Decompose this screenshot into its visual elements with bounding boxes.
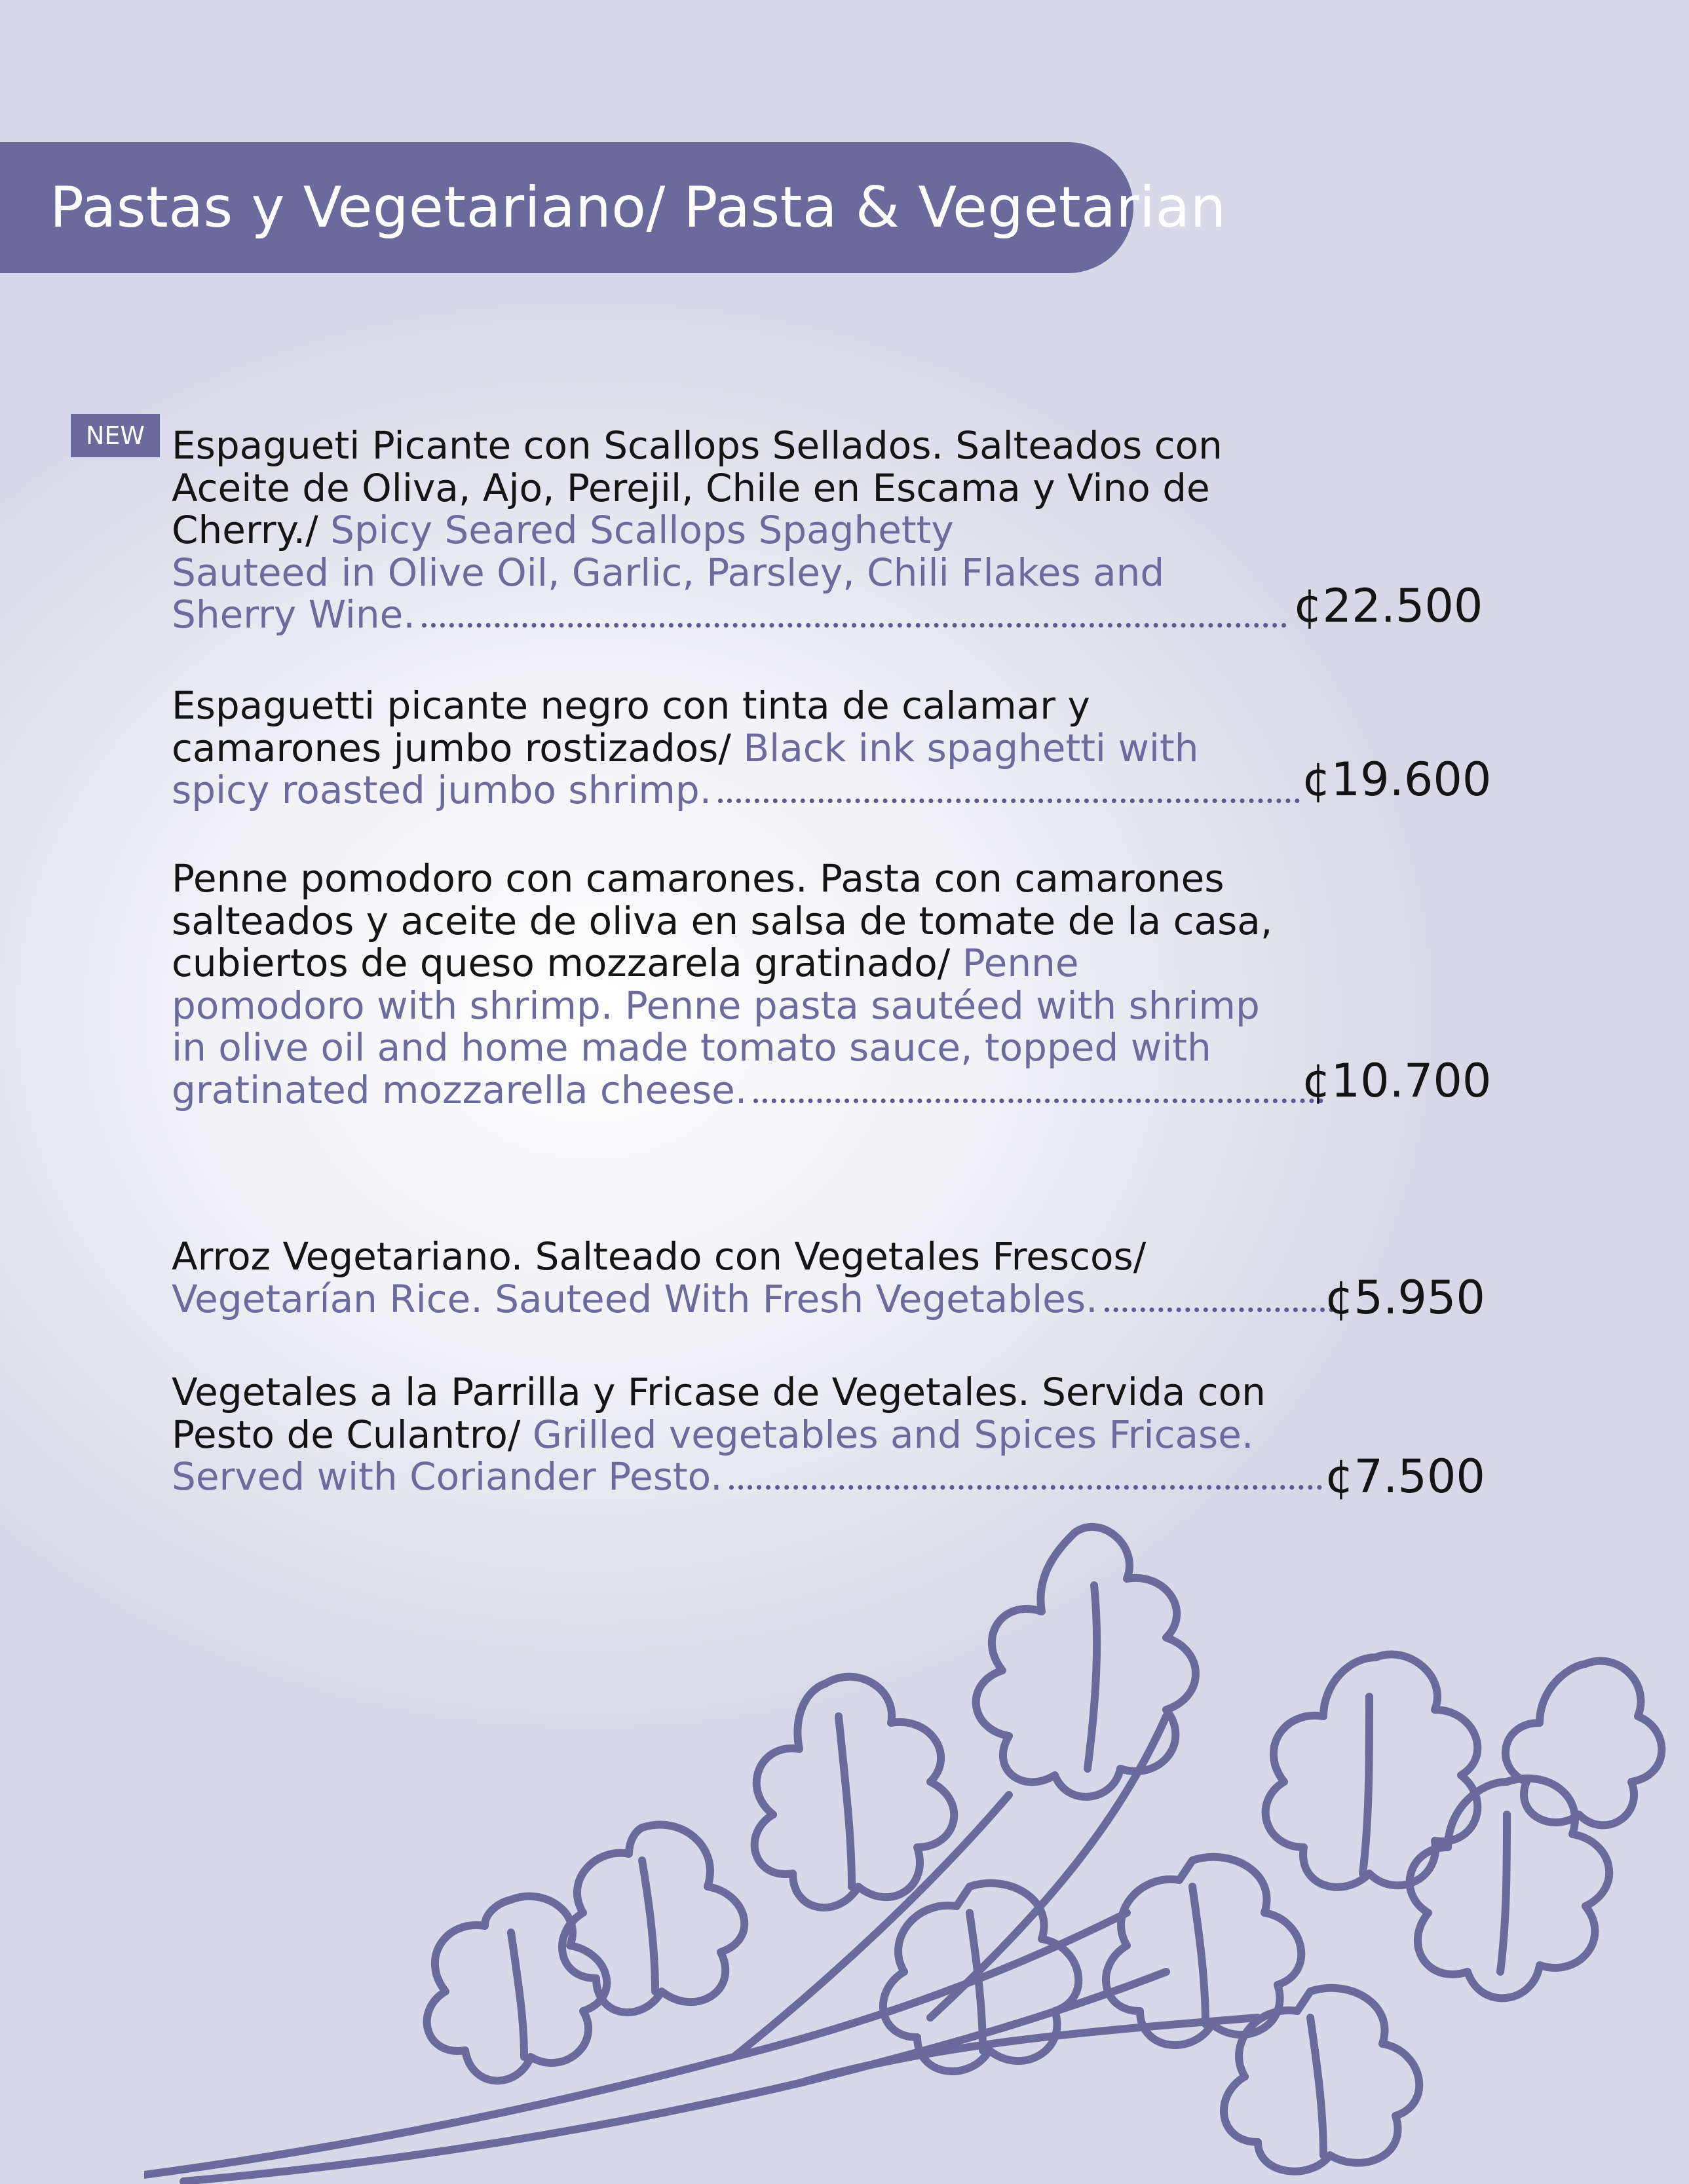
menu-item-price: ¢22.500: [1293, 579, 1483, 633]
section-banner: [0, 142, 1226, 273]
menu-item-price: ¢7.500: [1325, 1450, 1485, 1503]
price-leader-dots: [1105, 1308, 1334, 1312]
price-leader-dots: [422, 623, 1287, 628]
menu-item-description: [172, 424, 1287, 636]
price-leader-dots: [729, 1485, 1322, 1490]
menu-item-price: ¢5.950: [1325, 1271, 1485, 1325]
description-line: Cherry./ Spicy Seared Scallops Spaghetty: [172, 508, 954, 552]
description-line: Vegetarían Rice. Sauteed With Fresh Vegetables.: [172, 1278, 1334, 1321]
menu-item-price: ¢19.600: [1302, 753, 1492, 806]
stem: [930, 1716, 1166, 2018]
description-line: Vegetales a la Parrilla y Fricase de Vegetales. Servida con: [172, 1370, 1266, 1414]
description-line: spicy roasted jumbo shrimp.: [172, 769, 1300, 812]
leaf-vein: [1192, 1887, 1205, 2024]
description-line: Sauteed in Olive Oil, Garlic, Parsley, Chili Flakes and: [172, 550, 1165, 595]
price-leader-dots: [718, 799, 1300, 803]
description-line: cubiertos de queso mozzarela gratinado/ Penne: [172, 941, 1079, 985]
parsley-illustration-icon: [144, 1520, 1689, 2184]
description-line: Penne pomodoro con camarones. Pasta con camarones: [172, 856, 1224, 901]
section-title: Pastas y Vegetariano/ Pasta & Vegetarian: [50, 175, 1226, 240]
description-line: pomodoro with shrimp. Penne pasta sautéed with shrimp: [172, 983, 1260, 1028]
leaf-vein: [1500, 1815, 1507, 1972]
leaf-vein: [839, 1716, 852, 1887]
description-line: Pesto de Culantro/ Grilled vegetables and Spices Fricase.: [172, 1412, 1254, 1457]
menu-item-description: [172, 1371, 1322, 1498]
description-line: camarones jumbo rostizados/ Black ink spaghetti with: [172, 725, 1199, 770]
price-leader-dots: [753, 1099, 1323, 1103]
leaf-vein: [1310, 2018, 1323, 2155]
menu-item-description: [172, 1235, 1334, 1320]
menu-item-price: ¢10.700: [1302, 1054, 1492, 1108]
description-line: gratinated mozzarella cheese.: [172, 1069, 1323, 1112]
description-line: Sherry Wine.: [172, 593, 1287, 636]
description-line: Espaguetti picante negro con tinta de calamar y: [172, 683, 1090, 728]
description-line: Arroz Vegetariano. Salteado con Vegetales Frescos/: [172, 1234, 1147, 1279]
leaf: [1506, 1661, 1661, 1825]
menu-item-description: [172, 685, 1300, 812]
leaf-vein: [1363, 1697, 1369, 1873]
stem: [799, 2018, 1258, 2083]
description-line: salteados y aceite de oliva en salsa de tomate de la casa,: [172, 898, 1273, 943]
description-line: in olive oil and home made tomato sauce, topped with: [172, 1025, 1211, 1070]
leaf-vein: [1088, 1585, 1097, 1769]
description-line: Aceite de Oliva, Ajo, Perejil, Chile en Escama y Vino de: [172, 465, 1210, 510]
leaf-vein: [511, 1932, 524, 2057]
new-badge: NEW: [71, 414, 160, 457]
description-line: Espagueti Picante con Scallops Sellados. Salteados con: [172, 423, 1223, 468]
description-line: Served with Coriander Pesto.: [172, 1456, 1322, 1498]
menu-item-description: [172, 857, 1323, 1111]
leaf-vein: [642, 1860, 655, 1991]
